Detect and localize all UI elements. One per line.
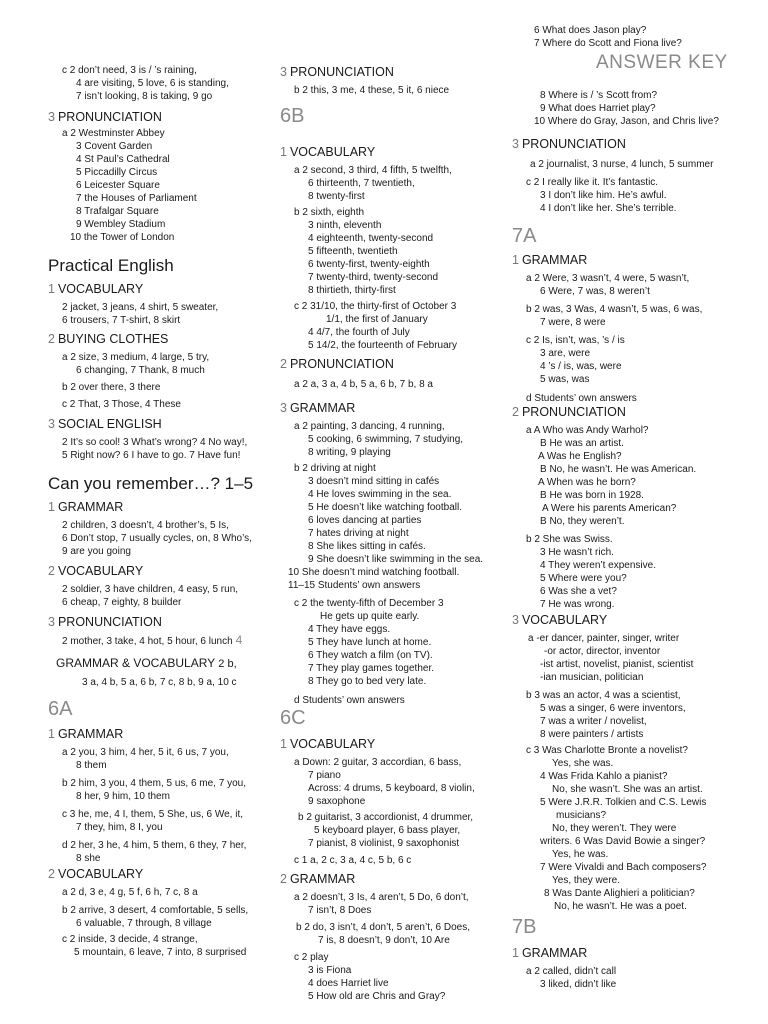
answer-line: 2 It’s so cool! 3 What’s wrong? 4 No way!, bbox=[62, 437, 248, 448]
answer-line: 7 is, 8 doesn’t, 9 don’t, 10 Are bbox=[318, 935, 450, 946]
answer-line: 5 Were J.R.R. Tolkien and C.S. Lewis bbox=[540, 797, 707, 808]
section-heading: 1 GRAMMAR bbox=[512, 253, 588, 267]
answer-key-title: ANSWER KEY bbox=[596, 52, 728, 73]
answer-line: 3 are, were bbox=[540, 348, 591, 359]
grammar-vocabulary-section bbox=[48, 655, 270, 689]
answer-line: 7 isn’t, 8 Does bbox=[308, 905, 372, 916]
answer-line: 9 Wembley Stadium bbox=[76, 219, 166, 230]
answer-line: b 3 was an actor, 4 was a scientist, bbox=[526, 690, 681, 701]
vocabulary-section bbox=[48, 866, 270, 959]
answer-line: c 2 That, 3 Those, 4 These bbox=[62, 399, 181, 410]
answer-line: 6 changing, 7 Thank, 8 much bbox=[76, 365, 205, 376]
answer-line: A When was he born? bbox=[538, 477, 636, 488]
answer-line: a 2 called, didn’t call bbox=[526, 966, 617, 977]
answer-line: 3 liked, didn’t like bbox=[540, 979, 617, 990]
answer-line: 2 mother, 3 take, 4 hot, 5 hour, 6 lunch 4 bbox=[62, 633, 243, 647]
section-heading: 3 SOCIAL ENGLISH bbox=[48, 417, 162, 431]
section-heading: 2 BUYING CLOTHES bbox=[48, 332, 169, 346]
answer-line: 6 What does Jason play? bbox=[534, 25, 647, 36]
answer-line: 3 doesn’t mind sitting in cafés bbox=[308, 476, 440, 487]
answer-line: 5 Where were you? bbox=[540, 573, 627, 584]
answer-line: 4 They weren’t expensive. bbox=[540, 560, 656, 571]
answer-line: b 2 She was Swiss. bbox=[526, 534, 613, 545]
answer-line: 2 soldier, 3 have children, 4 easy, 5 run, bbox=[62, 584, 239, 595]
section-heading: 3 PRONUNCIATION bbox=[48, 615, 162, 629]
answer-line: d Students’ own answers bbox=[294, 695, 405, 706]
answer-line: 3 ninth, eleventh bbox=[308, 220, 382, 231]
practical-english-title: Practical English bbox=[48, 256, 174, 275]
answer-line: b 2 sixth, eighth bbox=[294, 207, 365, 218]
answer-line: 7 piano bbox=[308, 770, 341, 781]
section-heading: 3 GRAMMAR bbox=[280, 401, 356, 415]
answer-line: 4 does Harriet live bbox=[308, 978, 389, 989]
answer-line: b 2 was, 3 Was, 4 wasn’t, 5 was, 6 was, bbox=[526, 304, 703, 315]
answer-line: b 2 driving at night bbox=[294, 463, 376, 474]
answer-line: 4 I don’t like her. She’s terrible. bbox=[540, 203, 677, 214]
section-heading: 2 VOCABULARY bbox=[48, 564, 144, 578]
answer-line: 6 thirteenth, 7 twentieth, bbox=[308, 178, 415, 189]
answer-line: c 2 the twenty-fifth of December 3 bbox=[294, 598, 444, 609]
answer-line: 7 was a writer / novelist, bbox=[540, 716, 647, 727]
answer-line: b 2 guitarist, 3 accordionist, 4 drummer, bbox=[298, 812, 474, 823]
unit-heading-6c: 6C bbox=[280, 707, 306, 729]
grammar-section bbox=[280, 871, 508, 1003]
section-heading: 3 PRONUNCIATION bbox=[512, 137, 626, 151]
answer-line: Yes, he was. bbox=[552, 849, 609, 860]
answer-line: 6 valuable, 7 through, 8 village bbox=[76, 918, 212, 929]
answer-line: -ist artist, novelist, pianist, scientist bbox=[540, 659, 694, 670]
continued-answers bbox=[512, 24, 762, 50]
section-heading: 3 PRONUNCIATION bbox=[48, 110, 162, 124]
answer-line: 8 Trafalgar Square bbox=[76, 206, 159, 217]
answer-line: 10 the Tower of London bbox=[70, 232, 175, 243]
pronunciation-section bbox=[280, 356, 508, 391]
answer-line: a 2 you, 3 him, 4 her, 5 it, 6 us, 7 you, bbox=[62, 747, 229, 758]
answer-line: 4 are visiting, 5 love, 6 is standing, bbox=[76, 78, 229, 89]
answer-line: c 2 play bbox=[294, 952, 329, 963]
answer-line: 5 was, was bbox=[540, 374, 590, 385]
answer-line: 1/1, the first of January bbox=[326, 314, 428, 325]
answer-line: 10 She doesn’t mind watching football. bbox=[288, 567, 460, 578]
answer-line: b 2 do, 3 isn’t, 4 don’t, 5 aren’t, 6 Does, bbox=[296, 922, 470, 933]
answer-line: Yes, they were. bbox=[552, 875, 621, 886]
answer-line: 4 St Paul’s Cathedral bbox=[76, 154, 170, 165]
answer-line: 7 they, him, 8 I, you bbox=[76, 822, 163, 833]
answer-line: 6 loves dancing at parties bbox=[308, 515, 422, 526]
answer-line: 9 are you going bbox=[62, 546, 131, 557]
answer-line: B He was born in 1928. bbox=[540, 490, 644, 501]
answer-line: 8 thirtieth, thirty-first bbox=[308, 285, 396, 296]
section-heading: 2 PRONUNCIATION bbox=[512, 405, 626, 419]
answer-line: c 3 he, me, 4 I, them, 5 She, us, 6 We, it, bbox=[62, 809, 244, 820]
answer-line: 7 pianist, 8 violinist, 9 saxophonist bbox=[308, 838, 460, 849]
answer-line: 4 He loves swimming in the sea. bbox=[308, 489, 452, 500]
answer-line: 3 a, 4 b, 5 a, 6 b, 7 c, 8 b, 9 a, 10 c bbox=[82, 677, 237, 688]
section-heading: 1 GRAMMAR bbox=[48, 500, 124, 514]
unit-heading-6a: 6A bbox=[48, 698, 73, 720]
section-heading: 1 VOCABULARY bbox=[280, 145, 376, 159]
section-heading: 1 GRAMMAR bbox=[512, 946, 588, 960]
section-heading: 1 GRAMMAR bbox=[48, 727, 124, 741]
answer-line: 2 children, 3 doesn’t, 4 brother’s, 5 Is, bbox=[62, 520, 229, 531]
section-heading: 2 PRONUNCIATION bbox=[280, 357, 394, 371]
answer-line: Yes, she was. bbox=[552, 758, 614, 769]
answer-line: 6 They watch a film (on TV). bbox=[308, 650, 433, 661]
answer-line: 5 How old are Chris and Gray? bbox=[308, 991, 446, 1002]
continued-answers bbox=[512, 89, 762, 128]
pronunciation-section bbox=[280, 64, 508, 97]
answer-line: a 2 journalist, 3 nurse, 4 lunch, 5 summer bbox=[530, 159, 714, 170]
answer-line: a 2 a, 3 a, 4 b, 5 a, 6 b, 7 b, 8 a bbox=[294, 379, 433, 390]
answer-line: 5 cooking, 6 swimming, 7 studying, bbox=[308, 434, 464, 445]
grammar-section bbox=[512, 945, 762, 991]
answer-line: a 2 size, 3 medium, 4 large, 5 try, bbox=[62, 352, 210, 363]
answer-line: 6 trousers, 7 T-shirt, 8 skirt bbox=[62, 315, 181, 326]
answer-line: 3 I don’t like him. He’s awful. bbox=[540, 190, 667, 201]
vocabulary-section bbox=[512, 612, 762, 913]
answer-line: musicians? bbox=[556, 810, 607, 821]
answer-line: a 2 second, 3 third, 4 fifth, 5 twelfth, bbox=[294, 165, 452, 176]
answer-line: 7 were, 8 were bbox=[540, 317, 606, 328]
vocabulary-section bbox=[48, 281, 270, 327]
answer-line: 6 cheap, 7 eighty, 8 builder bbox=[62, 597, 182, 608]
answer-line: a 2 doesn’t, 3 Is, 4 aren’t, 5 Do, 6 don’t, bbox=[294, 892, 469, 903]
answer-line: 7 He was wrong. bbox=[540, 599, 615, 610]
answer-line: 6 Were, 7 was, 8 weren’t bbox=[540, 286, 650, 297]
unit-heading-7a: 7A bbox=[512, 225, 537, 247]
answer-line: A Were his parents American? bbox=[542, 503, 677, 514]
section-heading: 1 VOCABULARY bbox=[48, 282, 144, 296]
answer-line: 8 She likes sitting in cafés. bbox=[308, 541, 426, 552]
answer-line: A Was he English? bbox=[538, 451, 622, 462]
answer-line: 5 was a singer, 6 were inventors, bbox=[540, 703, 686, 714]
answer-line: 4 4/7, the fourth of July bbox=[308, 327, 410, 338]
unit-heading-6b: 6B bbox=[280, 105, 305, 127]
intro-answers bbox=[48, 64, 270, 103]
answer-line: 10 Where do Gray, Jason, and Chris live? bbox=[534, 116, 719, 127]
answer-line: No, they weren’t. They were bbox=[552, 823, 677, 834]
answer-line: 2 jacket, 3 jeans, 4 shirt, 5 sweater, bbox=[62, 302, 219, 313]
answer-line: 7 Where do Scott and Fiona live? bbox=[534, 38, 682, 49]
answer-line: 8 They go to bed very late. bbox=[308, 676, 427, 687]
answer-line: No, he wasn’t. He was a poet. bbox=[554, 901, 687, 912]
answer-line: c 1 a, 2 c, 3 a, 4 c, 5 b, 6 c bbox=[294, 855, 412, 866]
answer-line: c 2 don’t need, 3 is / ’s raining, bbox=[62, 65, 197, 76]
answer-line: 8 her, 9 him, 10 them bbox=[76, 791, 170, 802]
unit-heading-7b: 7B bbox=[512, 916, 537, 938]
answer-line: d Students’ own answers bbox=[526, 393, 637, 404]
grammar-section bbox=[280, 400, 508, 707]
answer-line: 7 They play games together. bbox=[308, 663, 435, 674]
answer-line: B No, he wasn’t. He was American. bbox=[540, 464, 697, 475]
answer-line: He gets up quite early. bbox=[320, 611, 420, 622]
answer-line: 8 them bbox=[76, 760, 107, 771]
vocabulary-section bbox=[280, 144, 508, 352]
answer-line: 9 What does Harriet play? bbox=[540, 103, 656, 114]
answer-line: 4 eighteenth, twenty-second bbox=[308, 233, 434, 244]
answer-line: 5 mountain, 6 leave, 7 into, 8 surprised bbox=[74, 947, 247, 958]
answer-line: d 2 her, 3 he, 4 him, 5 them, 6 they, 7 her, bbox=[62, 840, 247, 851]
answer-line: a A Who was Andy Warhol? bbox=[526, 425, 649, 436]
vocabulary-section bbox=[280, 736, 508, 867]
answer-line: 6 Don’t stop, 7 usually cycles, on, 8 Who’s, bbox=[62, 533, 252, 544]
answer-line: 5 He doesn’t like watching football. bbox=[308, 502, 462, 513]
answer-line: c 2 Is, isn’t, was, ’s / is bbox=[526, 335, 625, 346]
answer-line: 9 saxophone bbox=[308, 796, 366, 807]
answer-line: 8 Where is / ’s Scott from? bbox=[540, 90, 658, 101]
answer-line: a 2 d, 3 e, 4 g, 5 f, 6 h, 7 c, 8 a bbox=[62, 887, 198, 898]
answer-line: c 2 inside, 3 decide, 4 strange, bbox=[62, 934, 198, 945]
answer-line: b 2 this, 3 me, 4 these, 5 it, 6 niece bbox=[294, 85, 450, 96]
answer-line: a Down: 2 guitar, 3 accordian, 6 bass, bbox=[294, 757, 462, 768]
answer-line: c 2 I really like it. It’s fantastic. bbox=[526, 177, 659, 188]
answer-line: -or actor, director, inventor bbox=[544, 646, 661, 657]
answer-line: 8 twenty-first bbox=[308, 191, 365, 202]
answer-line: 7 isn’t looking, 8 is taking, 9 go bbox=[76, 91, 213, 102]
answer-line: 8 were painters / artists bbox=[540, 729, 644, 740]
answer-line: 5 They have lunch at home. bbox=[308, 637, 432, 648]
answer-line: Across: 4 drums, 5 keyboard, 8 violin, bbox=[308, 783, 475, 794]
grammar-section bbox=[48, 499, 270, 558]
answer-line: b 2 over there, 3 there bbox=[62, 382, 161, 393]
answer-line: 8 writing, 9 playing bbox=[308, 447, 391, 458]
answer-line: 5 14/2, the fourteenth of February bbox=[308, 340, 457, 351]
answer-line: B No, they weren’t. bbox=[540, 516, 625, 527]
answer-line: 7 hates driving at night bbox=[308, 528, 409, 539]
answer-line: 6 twenty-first, twenty-eighth bbox=[308, 259, 430, 270]
answer-line: c 3 Was Charlotte Bronte a novelist? bbox=[526, 745, 688, 756]
answer-line: 7 twenty-third, twenty-second bbox=[308, 272, 439, 283]
answer-line: 5 keyboard player, 6 bass player, bbox=[314, 825, 461, 836]
answer-line: 6 Leicester Square bbox=[76, 180, 160, 191]
social-english-section bbox=[48, 416, 270, 462]
answer-line: a 2 painting, 3 dancing, 4 running, bbox=[294, 421, 445, 432]
pronunciation-section bbox=[512, 404, 762, 611]
answer-line: b 2 arrive, 3 desert, 4 comfortable, 5 sells, bbox=[62, 905, 249, 916]
answer-line: writers. 6 Was David Bowie a singer? bbox=[540, 836, 706, 847]
answer-line: B He was an artist. bbox=[540, 438, 624, 449]
grammar-section bbox=[512, 252, 762, 405]
pronunciation-section bbox=[48, 109, 270, 244]
answer-line: 8 Was Dante Alighieri a politician? bbox=[544, 888, 695, 899]
section-heading: GRAMMAR & VOCABULARY 2 b, bbox=[56, 656, 237, 670]
section-heading: 3 VOCABULARY bbox=[512, 613, 608, 627]
answer-line: 7 Were Vivaldi and Bach composers? bbox=[540, 862, 707, 873]
answer-line: 6 Was she a vet? bbox=[540, 586, 617, 597]
section-heading: 1 VOCABULARY bbox=[280, 737, 376, 751]
answer-line: a -er dancer, painter, singer, writer bbox=[528, 633, 680, 644]
answer-line: 7 the Houses of Parliament bbox=[76, 193, 197, 204]
pronunciation-section bbox=[48, 614, 270, 648]
answer-line: 4 Was Frida Kahlo a pianist? bbox=[540, 771, 668, 782]
answer-line: a 2 Westminster Abbey bbox=[62, 128, 165, 139]
answer-line: 9 She doesn’t like swimming in the sea. bbox=[308, 554, 484, 565]
answer-line: No, she wasn’t. She was an artist. bbox=[552, 784, 703, 795]
section-heading: 2 GRAMMAR bbox=[280, 872, 356, 886]
answer-line: 5 fifteenth, twentieth bbox=[308, 246, 398, 257]
answer-line: 8 she bbox=[76, 853, 101, 864]
section-heading: 2 VOCABULARY bbox=[48, 867, 144, 881]
vocabulary-section bbox=[48, 563, 270, 609]
answer-line: 3 He wasn’t rich. bbox=[540, 547, 614, 558]
answer-line: 4 ’s / is, was, were bbox=[540, 361, 622, 372]
answer-line: 5 Right now? 6 I have to go. 7 Have fun! bbox=[62, 450, 241, 461]
answer-line: b 2 him, 3 you, 4 them, 5 us, 6 me, 7 you, bbox=[62, 778, 246, 789]
answer-line: c 2 31/10, the thirty-first of October 3 bbox=[294, 301, 457, 312]
section-heading: 3 PRONUNCIATION bbox=[280, 65, 394, 79]
buying-clothes-section bbox=[48, 331, 270, 411]
answer-line: -ian musician, politician bbox=[540, 672, 644, 683]
answer-line: 3 is Fiona bbox=[308, 965, 352, 976]
answer-line: 11–15 Students’ own answers bbox=[288, 580, 421, 591]
answer-line: a 2 Were, 3 wasn’t, 4 were, 5 wasn’t, bbox=[526, 273, 690, 284]
answer-line: 5 Piccadilly Circus bbox=[76, 167, 158, 178]
pronunciation-section bbox=[512, 136, 762, 215]
grammar-section bbox=[48, 726, 270, 865]
answer-line: 3 Covent Garden bbox=[76, 141, 153, 152]
can-you-remember-title: Can you remember…? 1–5 bbox=[48, 474, 254, 493]
answer-line: 4 They have eggs. bbox=[308, 624, 391, 635]
